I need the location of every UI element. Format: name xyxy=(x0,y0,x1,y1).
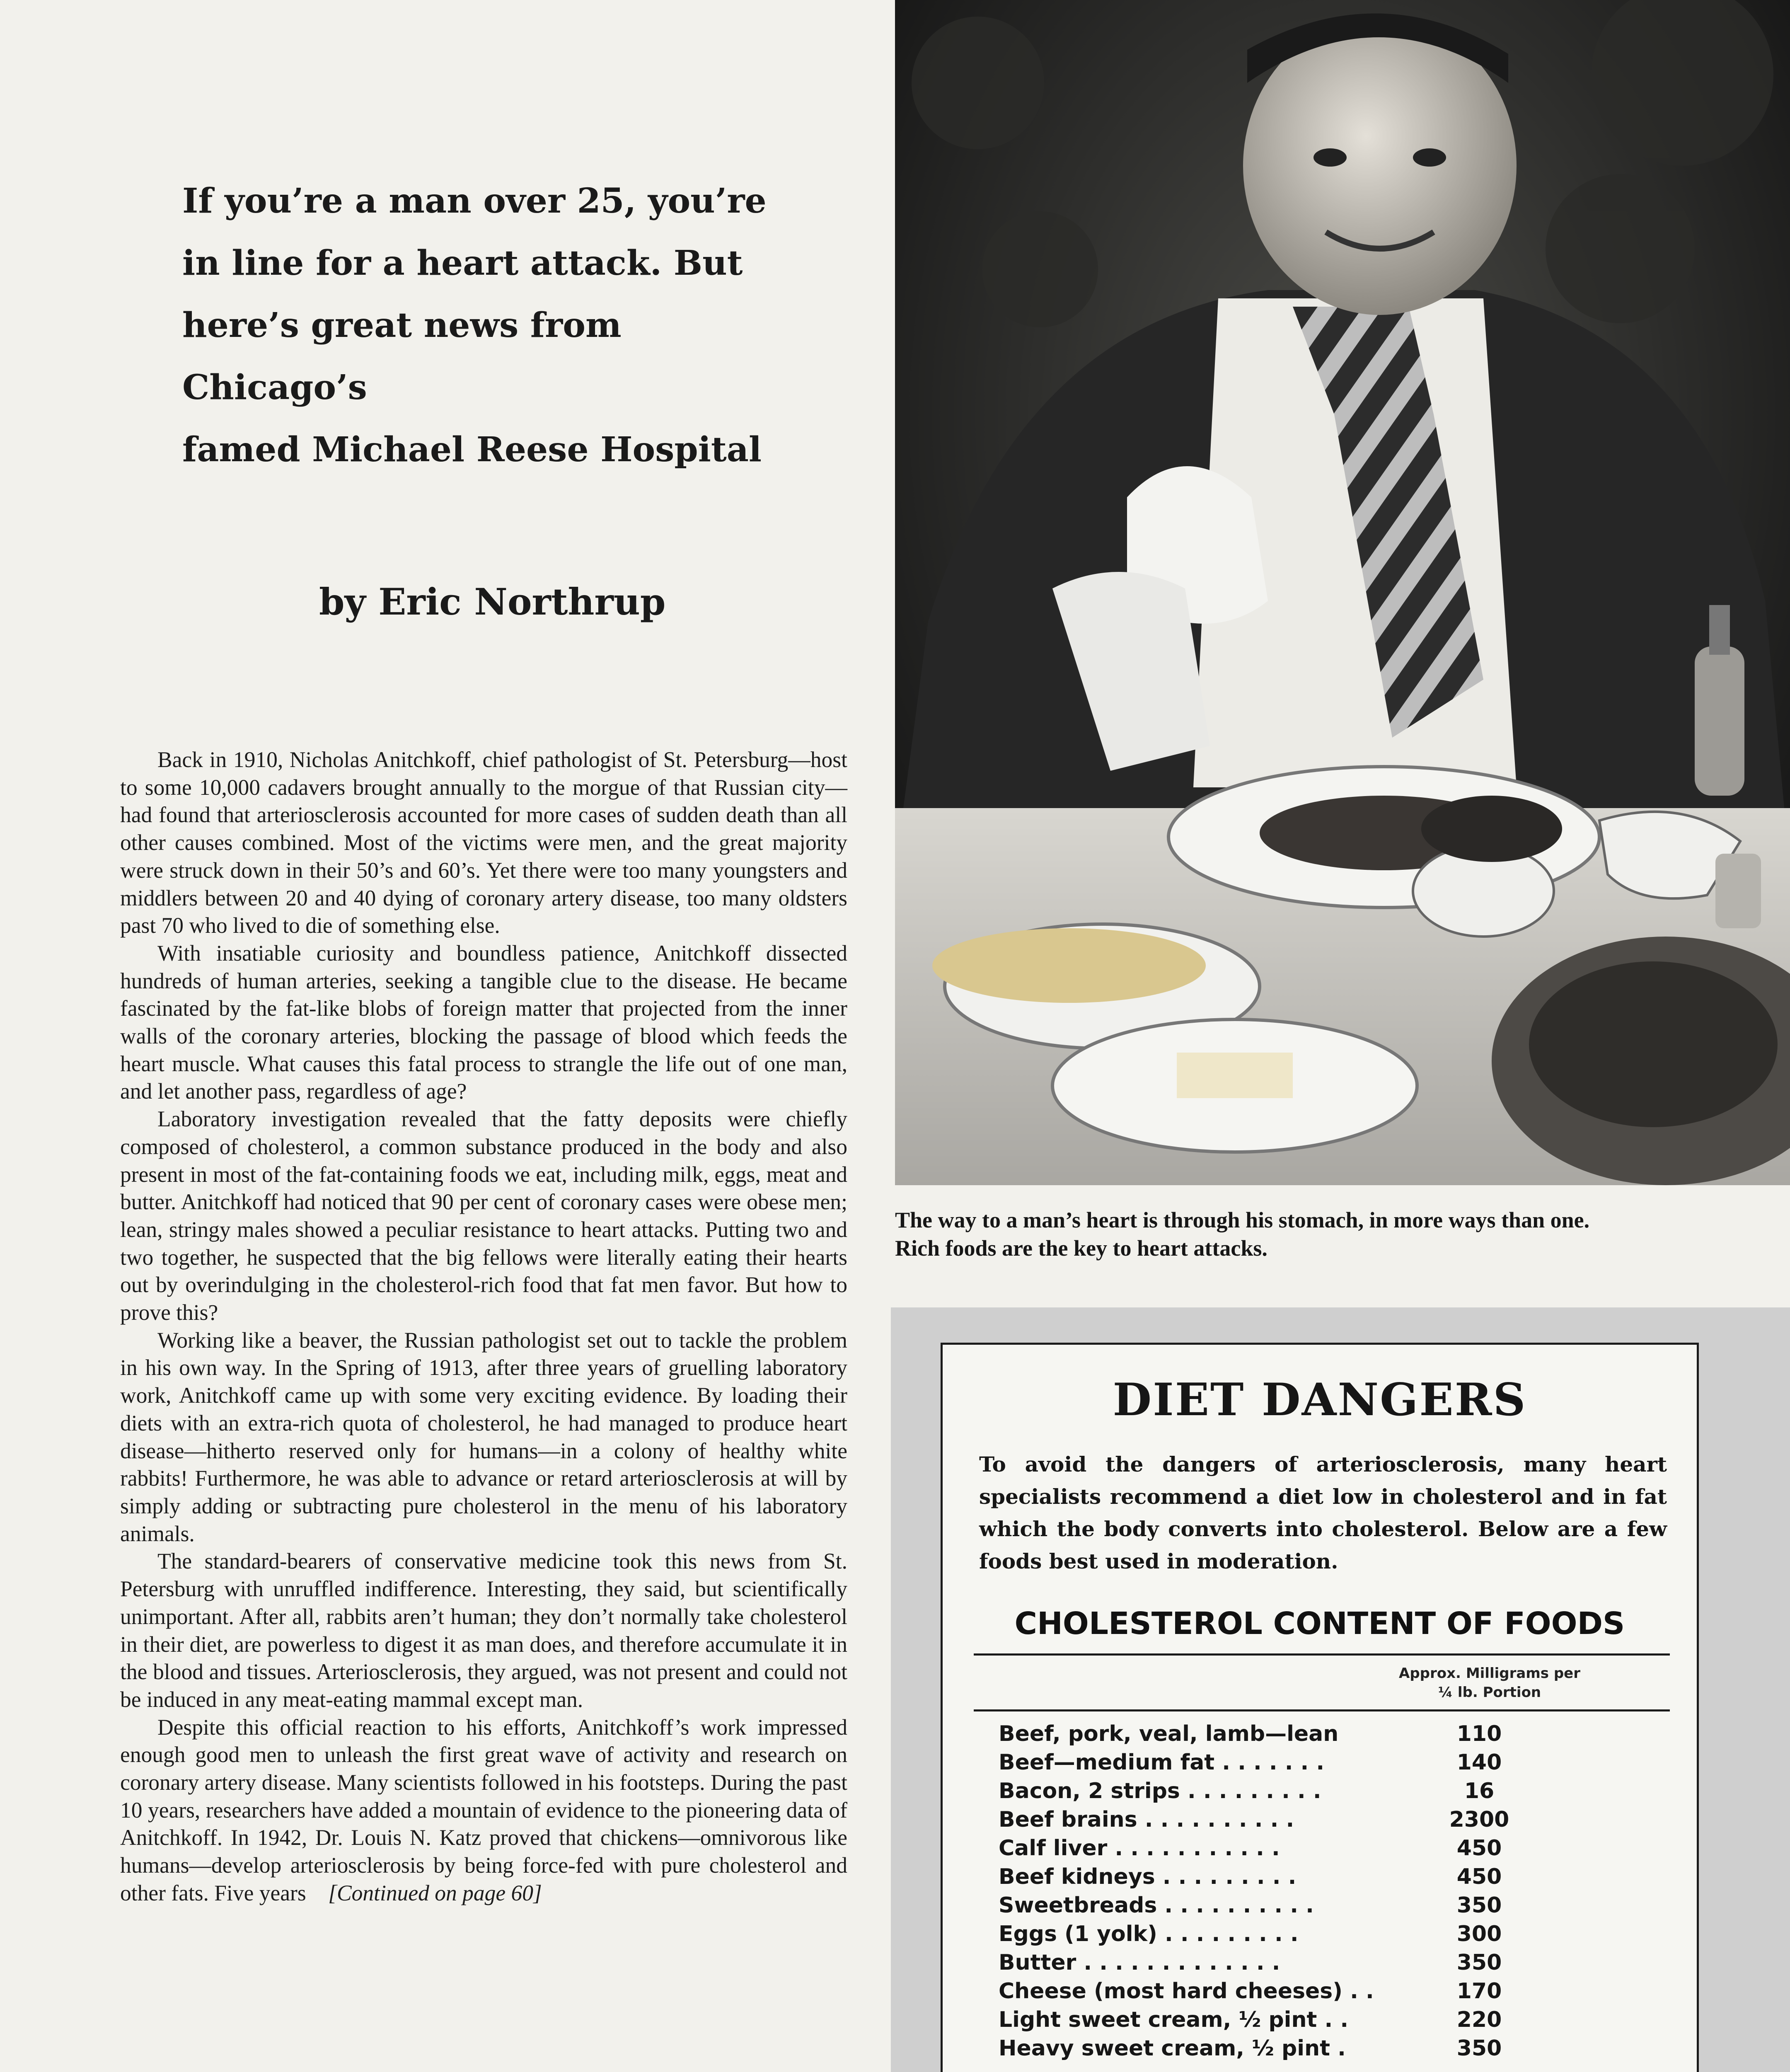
cholesterol-column-note xyxy=(1361,1664,1618,1702)
food-value: 450 xyxy=(1456,1836,1502,1861)
byline: by Eric Northrup xyxy=(319,580,666,623)
food-value: 220 xyxy=(1456,2007,1502,2032)
headline-line: famed Michael Reese Hospital xyxy=(182,430,762,470)
food-value: 16 xyxy=(1464,1779,1495,1803)
food-name: Heavy sweet cream, ½ pint . xyxy=(999,2036,1346,2061)
food-name: Butter . . . . . . . . . . . . . xyxy=(999,1950,1280,1975)
food-value: 110 xyxy=(1456,1721,1502,1746)
food-name: Light sweet cream, ½ pint . . xyxy=(999,2007,1349,2032)
photo-illustration xyxy=(895,0,1790,1185)
food-name: Beef kidneys . . . . . . . . . xyxy=(999,1864,1297,1889)
table-row xyxy=(999,2034,1662,2063)
food-name: Cheese (most hard cheeses) . . xyxy=(999,1979,1374,2004)
article-paragraph: Back in 1910, Nicholas Anitchkoff, chief pathologist of St. Petersburg—host to some 10,000 cadavers brought annually to the morgue of that Russian city—had found that arteriosclerosis accounted for more cases of sudden death than all other causes combined. Most of the victims were men, and the great majority were struck down in their 50’s and 60’s. Yet there were too many youngsters and middlers between 20 and 40 dying of coronary artery disease, too many oldsters past 70 who lived to die of something else. xyxy=(120,747,847,938)
table-row xyxy=(999,1920,1662,1949)
food-name: Beef—medium fat . . . . . . . xyxy=(999,1750,1325,1775)
continued-link[interactable]: [Continued on page 60] xyxy=(328,1880,542,1905)
food-name: Beef brains . . . . . . . . . . xyxy=(999,1807,1294,1832)
photo-caption: The way to a man’s heart is through his stomach, in more ways than one. Rich foods are the key to heart attacks. xyxy=(895,1208,1590,1261)
headline-line: If you’re a man over 25, you’re xyxy=(182,181,767,221)
article-paragraph-text: Despite this official reaction to his efforts, Anitchkoff’s work impressed enough good men to unleash the first great wave of activity and research on coronary artery disease. Many scientists followed in his footsteps. During the past 10 years, researchers have added a mountain of evidence to the pioneering data of Anitchkoff. In 1942, Dr. Louis N. Katz proved that chickens—omnivorous like humans—develop arteriosclerosis by being force-fed with pure cholesterol and other fats. Five years xyxy=(120,1714,847,1905)
food-value: 350 xyxy=(1456,1950,1502,1975)
table-row xyxy=(999,1977,1662,2006)
food-value: 140 xyxy=(1456,1750,1502,1775)
column-note-line: ¼ lb. Portion xyxy=(1438,1684,1541,1701)
article-body xyxy=(120,746,847,1907)
diet-dangers-panel xyxy=(941,1343,1699,2072)
table-row xyxy=(999,1949,1662,1977)
headline xyxy=(182,170,804,481)
food-name: Eggs (1 yolk) . . . . . . . . . xyxy=(999,1922,1299,1946)
food-value: 170 xyxy=(1456,1979,1502,2004)
food-value: 300 xyxy=(1456,1922,1502,1946)
food-value: 350 xyxy=(1456,1893,1502,1918)
table-row xyxy=(999,1834,1662,1863)
table-row xyxy=(999,1806,1662,1834)
table-row xyxy=(999,1720,1662,1748)
headline-line: here’s great news from Chicago’s xyxy=(182,305,622,407)
food-name: Calf liver . . . . . . . . . . . xyxy=(999,1836,1280,1861)
food-name: Sweetbreads . . . . . . . . . . xyxy=(999,1893,1314,1918)
table-row xyxy=(999,1777,1662,1806)
food-name: Bacon, 2 strips . . . . . . . . . xyxy=(999,1779,1321,1803)
article-paragraph: Working like a beaver, the Russian pathologist set out to tackle the problem in his own way. In the Spring of 1913, after three years of gruelling laboratory work, Anitchkoff came up with some very exciting evidence. By loading their diets with an extra-rich quota of cholesterol, he had managed to produce heart disease—hitherto reserved only for humans—in a colony of healthy white rabbits! Furthermore, he was able to advance or retard arteriosclerosis at will by simply adding or subtracting pure cholesterol in the menu of his laboratory animals. xyxy=(120,1327,847,1546)
article-photo xyxy=(895,0,1790,1185)
article-paragraph: The standard-bearers of conservative medicine took this news from St. Petersburg with unruffled indifference. Interesting, they said, but scientifically unimportant. After all, rabbits aren’t human; they don’t normally take cholesterol in their diet, are powerless to digest it as man does, and therefore accumulate it in the blood and tissues. Arteriosclerosis, they argued, was not present and could not be induced in any meat-eating mammal except man. xyxy=(120,1549,847,1712)
column-note-line: Approx. Milligrams per xyxy=(1399,1665,1580,1682)
food-value: 2300 xyxy=(1449,1807,1509,1832)
table-row xyxy=(999,2006,1662,2034)
table-row xyxy=(999,1748,1662,1777)
headline-line: in line for a heart attack. But xyxy=(182,243,743,283)
article-paragraph: With insatiable curiosity and boundless patience, Anitchkoff dissected hundreds of human arteries, seeking a tangible clue to the disease. He became fascinated by the fat-like blobs of foreign matter that projected from the inner walls of the coronary arteries, blocking the passage of blood which feeds the heart muscle. What causes this fatal process to strangle the life out of one man, and let another pass, regardless of age? xyxy=(120,940,847,1104)
divider xyxy=(974,1653,1670,1656)
food-value: 350 xyxy=(1456,2036,1502,2061)
sidebar-intro: To avoid the dangers of arteriosclerosis, many heart specialists recommend a diet low in cholesterol and in fat which the body converts into cholesterol. Below are a few foods best used in moderation. xyxy=(979,1452,1667,1573)
sidebar-title: DIET DANGERS xyxy=(1113,1374,1527,1426)
table-row xyxy=(999,1891,1662,1920)
article-paragraph xyxy=(120,1714,847,1907)
cholesterol-table-heading: CHOLESTEROL CONTENT OF FOODS xyxy=(1014,1606,1625,1641)
food-value: 450 xyxy=(1456,1864,1502,1889)
food-name: Beef, pork, veal, lamb—lean xyxy=(999,1721,1339,1746)
article-paragraph: Laboratory investigation revealed that the fatty deposits were chiefly composed of cholesterol, a common substance produced in the body and also present in most of the fat-containing foods we eat, including milk, eggs, meat and butter. Anitchkoff had noticed that 90 per cent of coronary cases were obese men; lean, stringy males showed a peculiar resistance to heart attacks. Putting two and two together, he suspected that the big fellows were literally eating their hearts out by overindulging in the cholesterol-rich food that fat men favor. But how to prove this? xyxy=(120,1106,847,1325)
table-row xyxy=(999,1863,1662,1891)
divider xyxy=(974,1709,1670,1711)
